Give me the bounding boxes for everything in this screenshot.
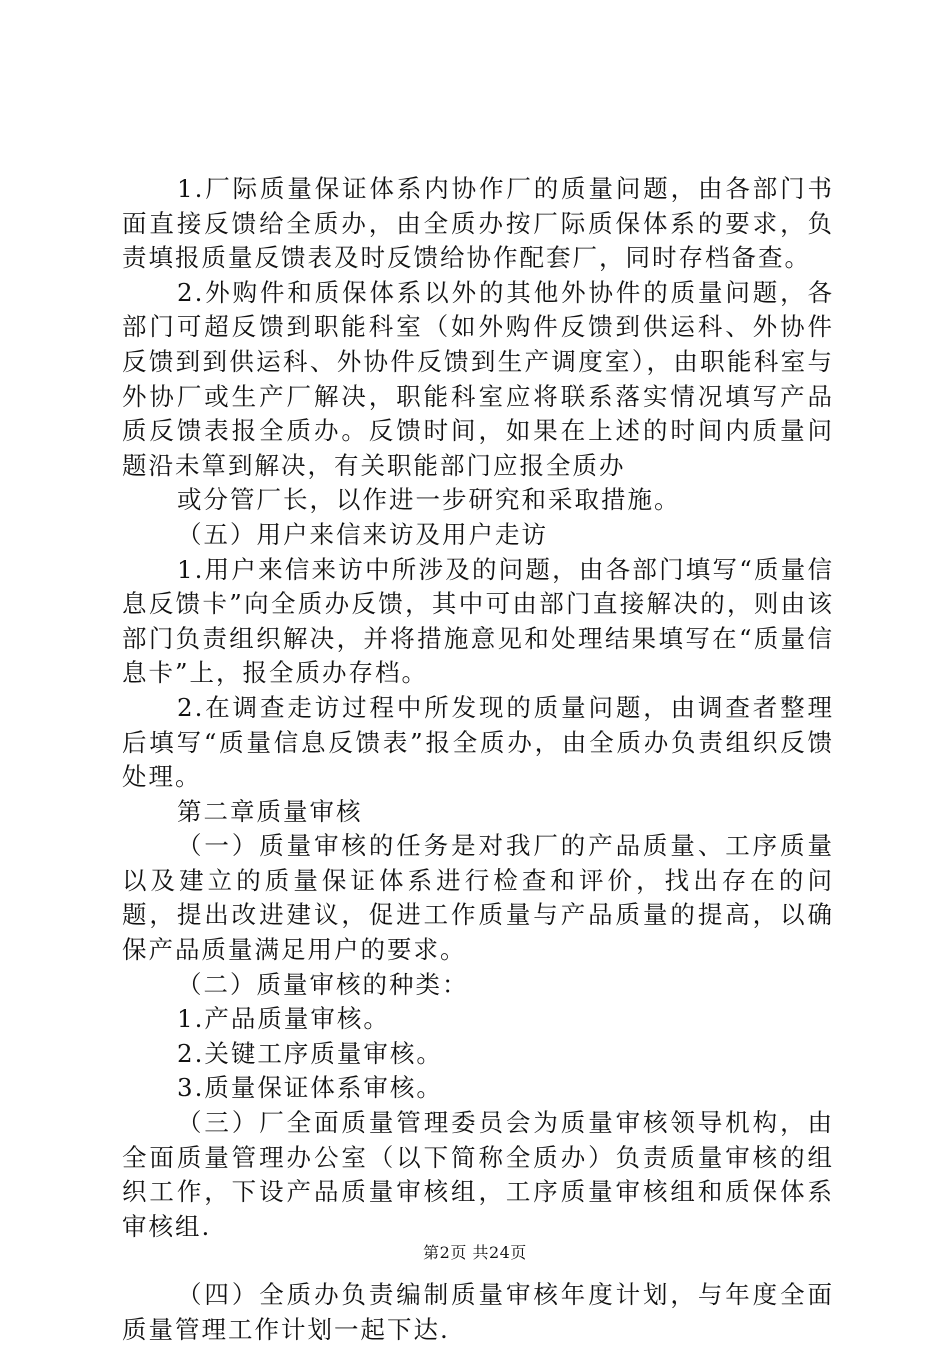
chapter-heading-quality-audit: 第二章质量审核 bbox=[177, 796, 363, 826]
paragraph-user-letters-1: 1.用户来信来访中所涉及的问题，由各部门填写“质量信息反馈卡”向全质办反馈，其中可由部门直接解决的，则由该部门负责组织解决，并将措施意见和处理结果填写在“质量信息卡”上，报全质办存档。 bbox=[122, 554, 834, 688]
paragraph-factory-quality-feedback: 1.厂际质量保证体系内协作厂的质量问题，由各部门书面直接反馈给全质办，由全质办按厂际质保体系的要求，负责填报质量反馈表及时反馈给协作配套厂，同时存档备查。 bbox=[122, 174, 834, 273]
list-item-product-audit: 1.产品质量审核。 bbox=[177, 1004, 390, 1034]
paragraph-continuation: 或分管厂长，以作进一步研究和采取措施。 bbox=[177, 485, 681, 515]
paragraph-audit-plan: （四）全质办负责编制质量审核年度计划，与年度全面质量管理工作计划一起下达. bbox=[122, 1280, 834, 1344]
paragraph-audit-types: （二）质量审核的种类： bbox=[177, 969, 469, 999]
list-item-process-audit: 2.关键工序质量审核。 bbox=[177, 1038, 443, 1068]
paragraph-user-visits-2: 2.在调查走访过程中所发现的质量问题，由调查者整理后填写“质量信息反馈表”报全质办，由全质办负责组织反馈处理。 bbox=[122, 692, 834, 792]
paragraph-audit-task: （一）质量审核的任务是对我厂的产品质量、工序质量以及建立的质量保证体系进行检查和评价，找出存在的问题，提出改进建议，促进工作质量与产品质量的提高，以确保产品质量满足用户的要求。 bbox=[122, 831, 834, 965]
paragraph-outsourced-parts-feedback: 2.外购件和质保体系以外的其他外协件的质量问题，各部门可超反馈到职能科室（如外购件反馈到供运科、外协件反馈到到供运科、外协件反馈到生产调度室），由职能科室与外协厂或生产厂解决，职能科室应将联系落实情况填写产品质反馈表报全质办。反馈时间，如果在上述的时间内质量问题沿未筸到解决，有关职能部门应报全质办 bbox=[122, 277, 834, 480]
page-number-footer: 第2页 共24页 bbox=[423, 1243, 527, 1262]
document-body bbox=[122, 172, 834, 1348]
list-item-system-audit: 3.质量保证体系审核。 bbox=[177, 1073, 443, 1103]
paragraph-audit-organization: （三）厂全面质量管理委员会为质量审核领导机构，由全面质量管理办公室（以下简称全质办）负责质量审核的组织工作，下设产品质量审核组，工序质量审核组和质保体系审核组. bbox=[122, 1108, 834, 1241]
section-heading-user-letters: （五）用户来信来访及用户走访 bbox=[177, 519, 548, 549]
